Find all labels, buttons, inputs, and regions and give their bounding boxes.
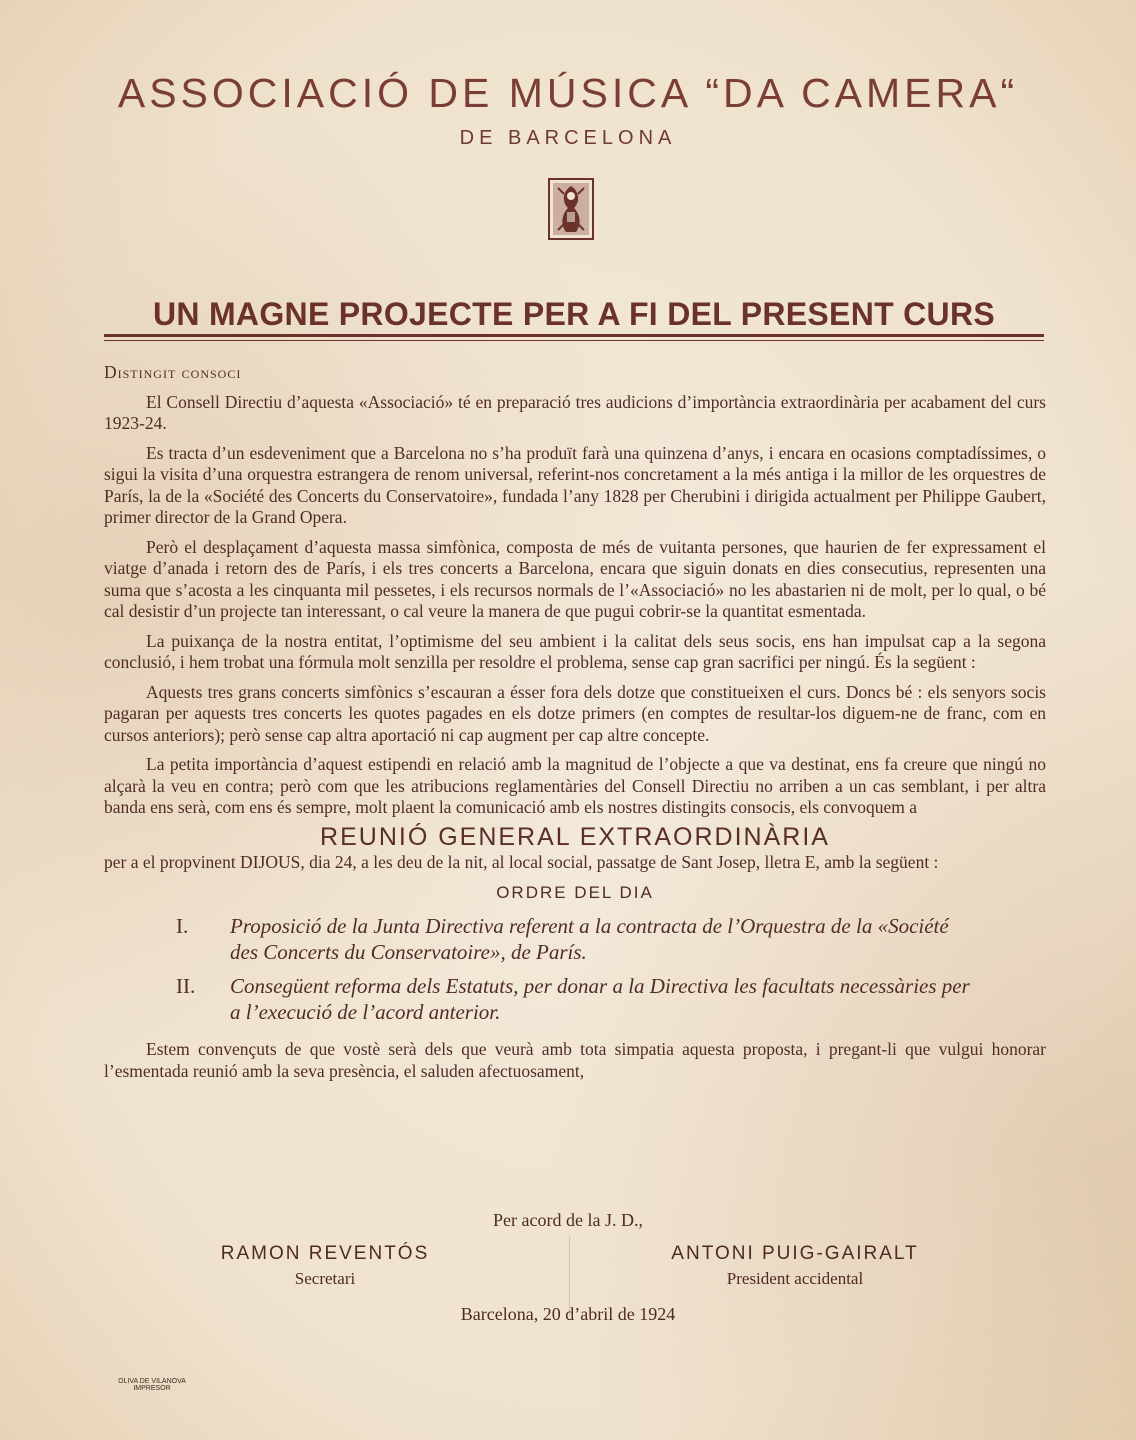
signatory-name: ANTONI PUIG-GAIRALT <box>671 1243 919 1264</box>
ornamental-emblem-icon <box>548 178 594 240</box>
paragraph-3: Però el desplaçament d’aquesta massa simfònica, composta de més de vuitanta persones, que haurien de fer expressament el viatge d’anada i retorn des de París, i els tres concerts a Barcelona, encara que siguin donats en dies consecutius, representen una suma que s’acosta a les cinquanta mil pessetes, i els recursos normals de l’«Associació» no les abastarien ni de molt, per lo qual, o bé cal desistir d’un projecte tan interessant, o cal veure la manera de que pugui cobrir-se la quantitat esmentada. <box>104 536 1046 621</box>
agenda-title: ORDRE DEL DIA <box>496 882 654 902</box>
agenda-text: Consegüent reforma dels Estatuts, per donar a la Directiva les facultats necessàries per a l’execució de l’acord anterior. <box>230 974 970 1024</box>
closing-paragraph: Estem convençuts de que vostè serà dels que veurà amb tota simpatia aquesta proposta, i pregant-li que vulgui honorar l’esmentada reunió amb la seva presència, el saluden afectuosament, <box>104 1039 1046 1081</box>
agenda-text: Proposició de la Junta Directiva referent a la contracta de l’Orquestra de la «Société des Concerts du Conservatoire», de París. <box>230 914 949 964</box>
printer-name: OLIVA DE VILANOVA <box>118 1378 186 1385</box>
signature-president <box>625 1243 965 1289</box>
agenda-item <box>176 973 976 1025</box>
signatory-role: Secretari <box>294 1269 356 1288</box>
greeting: Distingit consoci <box>104 362 242 382</box>
paragraph-2: Es tracta d’un esdeveniment que a Barcelona no s’ha produït farà una quinzena d’anys, i encara en ocasions comptadíssimes, o sigui la visita d’una orquestra estrangera de renom universal, referint-nos concretament a la més antiga i la millor de les orquestres de París, la de la «Société des Concerts du Conservatoire», fundada l’any 1828 per Cherubini i dirigida actualment per Philippe Gaubert, primer director de la Grand Opera. <box>104 442 1046 527</box>
meeting-details: per a el propvinent DIJOUS, dia 24, a les deu de la nit, al local social, passatge de Sant Josep, lletra E, amb la següent : <box>104 852 939 872</box>
per-acord-line: Per acord de la J. D., <box>493 1210 643 1230</box>
printer-mark <box>102 1378 202 1392</box>
signatory-name: RAMON REVENTÓS <box>220 1243 430 1264</box>
date-line: Barcelona, 20 d’abril de 1924 <box>460 1304 676 1324</box>
printer-role: IMPRESOR <box>133 1385 171 1392</box>
headline: UN MAGNE PROJECTE PER A FI DEL PRESENT CURS <box>152 296 996 332</box>
agenda-number: II. <box>176 974 196 998</box>
letter-body <box>104 362 1046 1090</box>
paragraph-6: La petita importància d’aquest estipendi en relació amb la magnitud de l’objecte a que va destinat, ens fa creure que ningú no alçarà la veu en contra; però com que les atribucions reglamentàries del Consell Directiu no arriben a un cas semblant, i per altra banda ens serà, com ens és sempre, molt plaent la comunicació amb els nostres distingits consocis, els convoquem a <box>104 754 1046 817</box>
paragraph-1: El Consell Directiu d’aquesta «Associació» té en preparació tres audicions d’importància extraordinària per acabament del curs 1923-24. <box>104 391 1046 433</box>
agenda-number: I. <box>176 914 189 938</box>
association-subtitle: DE BARCELONA <box>459 127 677 149</box>
paragraph-4: La puixança de la nostra entitat, l’optimisme del seu ambient i la calitat dels seus socis, ens han impulsat cap a la segona conclusió, i hem trobat una fórmula molt senzilla per resoldre el problema, sense cap gran sacrifici per ningú. És la següent : <box>104 630 1046 672</box>
paragraph-5: Aquests tres grans concerts simfònics s’escauran a ésser fora dels dotze que constitueixen el curs. Doncs bé : els senyors socis pagaran per aquests tres concerts les quotes pagades en els dotze primers (en comptes de resultar-los diguem-ne de franc, com en cursos anteriors); però sense cap altra aportació ni cap augment per cap altre concepte. <box>104 681 1046 745</box>
meeting-title: REUNIÓ GENERAL EXTRAORDINÀRIA <box>320 822 830 851</box>
headline-rule <box>104 334 1044 337</box>
headline-rule-thin <box>104 340 1044 341</box>
association-title: ASSOCIACIÓ DE MÚSICA “DA CAMERA“ <box>117 70 1019 116</box>
signature-secretary <box>155 1243 495 1289</box>
signatory-role: President accidental <box>726 1269 864 1288</box>
agenda-item <box>176 913 976 965</box>
